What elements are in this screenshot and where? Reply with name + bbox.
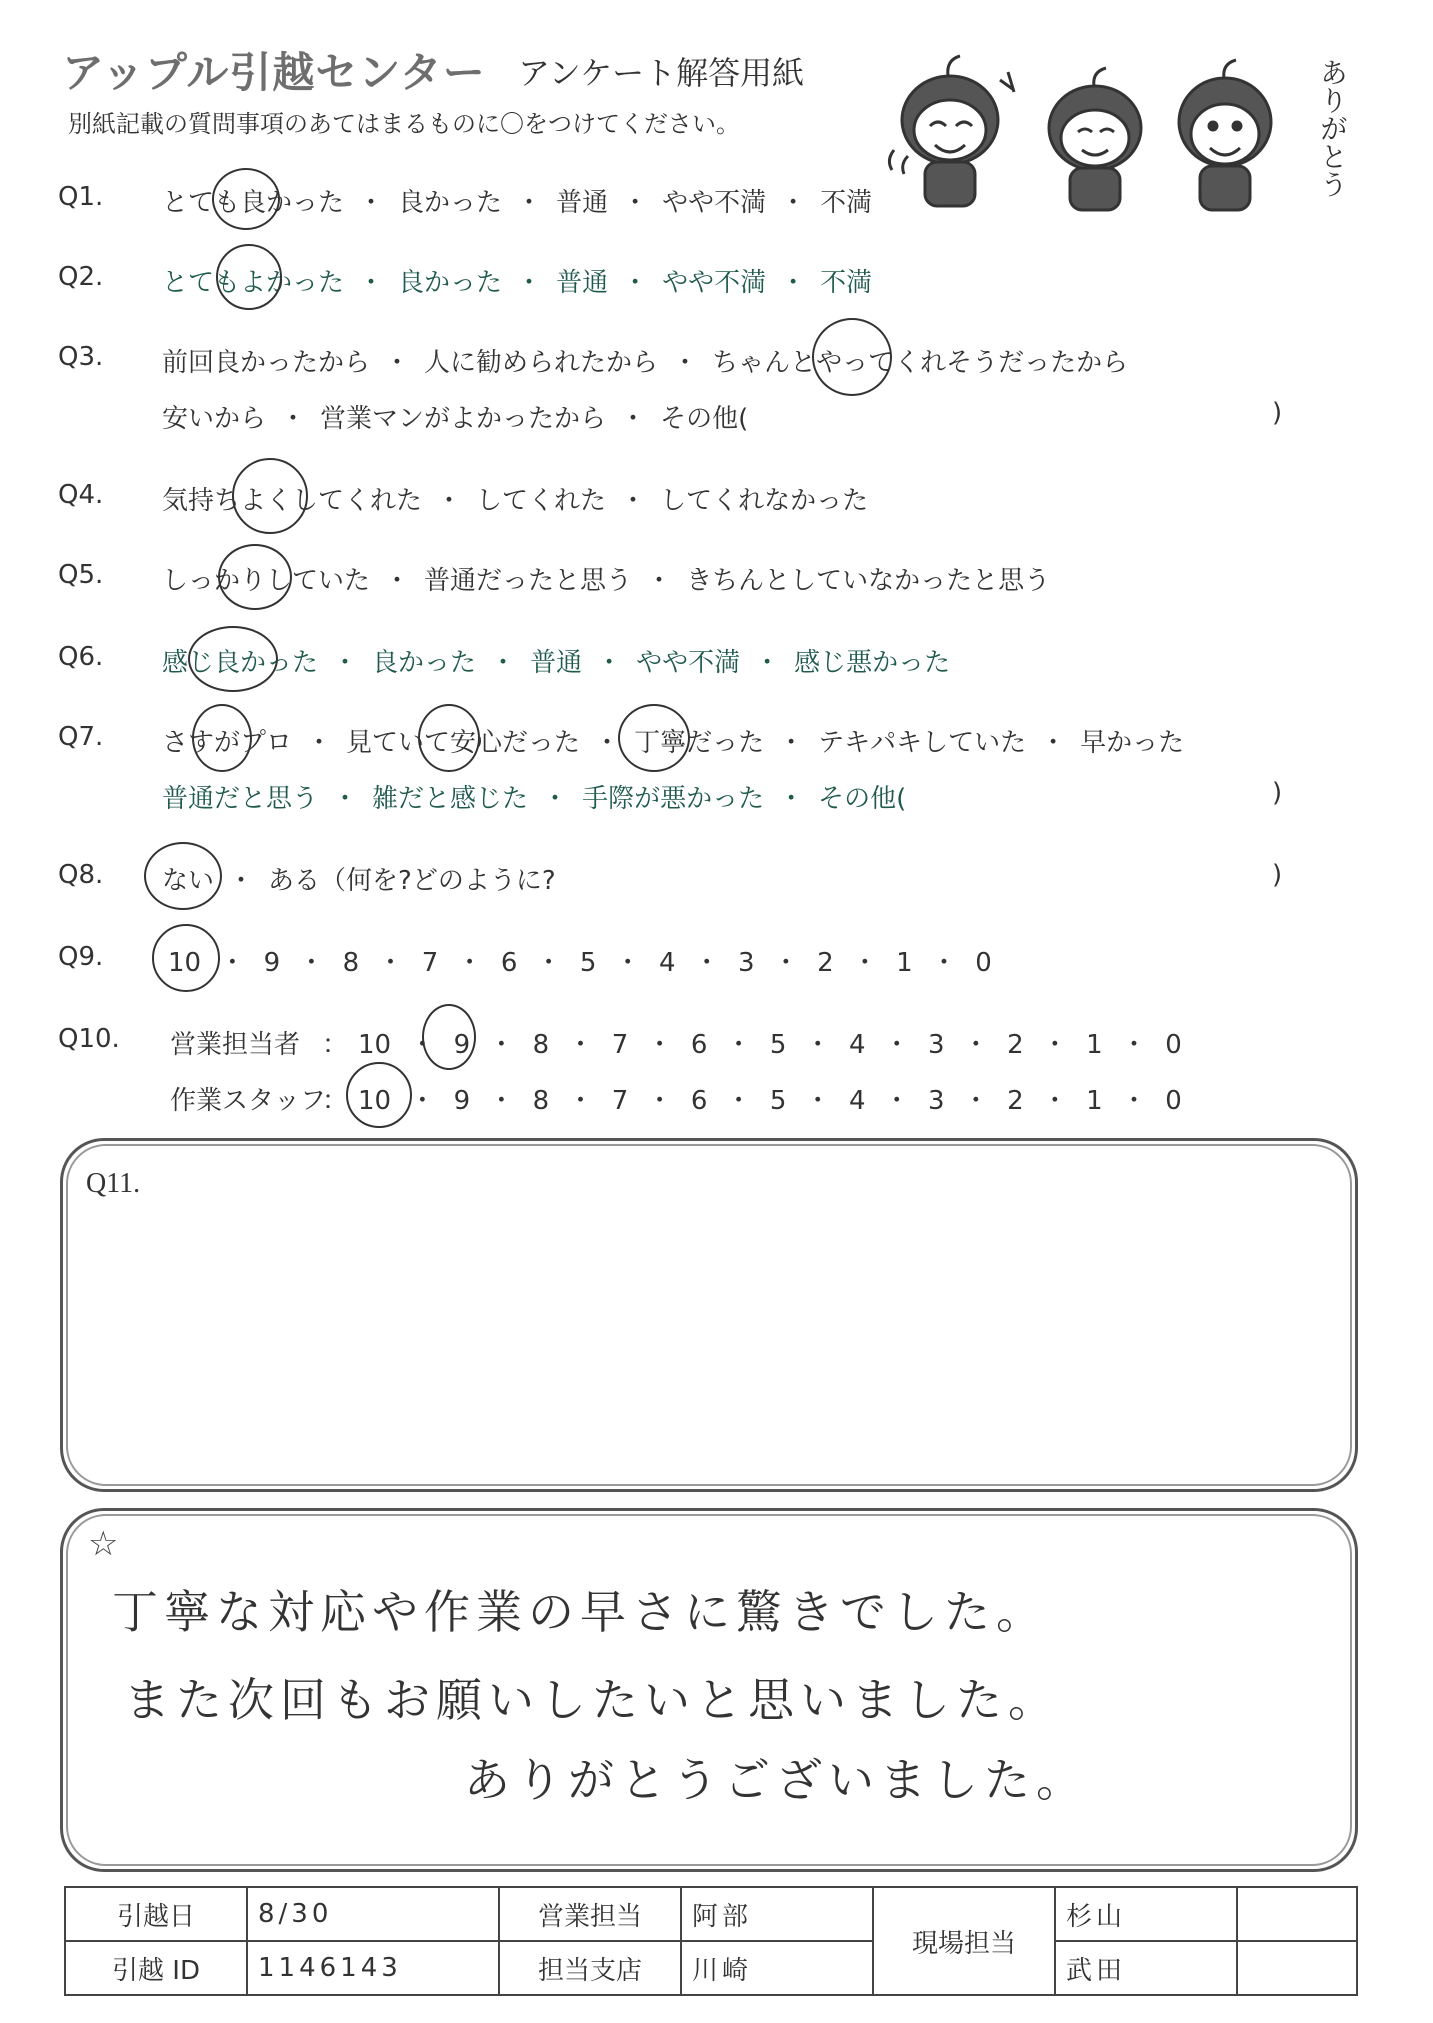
q11-box-inner-border	[66, 1144, 1352, 1486]
footer-info-table	[64, 1886, 1358, 1996]
q6-options	[162, 642, 950, 679]
separator: ・	[780, 188, 807, 218]
hand-drawn-circle	[216, 244, 282, 310]
sales-rep-value[interactable]: 阿部	[681, 1887, 873, 1941]
q1-option[interactable]: やや不満	[662, 188, 767, 218]
hand-drawn-circle	[346, 1062, 412, 1128]
separator: ・	[622, 268, 649, 298]
hand-drawn-circle	[618, 704, 690, 772]
comment-line-1: 丁寧な対応や作業の早さに驚きでした。	[112, 1585, 1048, 1639]
q5-label: Q5.	[58, 560, 104, 590]
hand-drawn-circle	[144, 842, 222, 910]
q7-options-line2	[162, 778, 906, 815]
q7-option[interactable]: 丁寧だった	[634, 728, 765, 758]
site-rep-value-2[interactable]: 武田	[1055, 1941, 1237, 1995]
comment-line-3: ありがとうございました。	[464, 1753, 1088, 1807]
q7-option[interactable]: 見ていて安心だった	[346, 728, 581, 758]
move-date-label: 引越日	[65, 1887, 247, 1941]
q3-option[interactable]: 営業マンがよかったから	[320, 404, 607, 434]
hand-drawn-circle	[188, 626, 278, 692]
separator: ・	[1040, 728, 1067, 758]
q7-option[interactable]: テキパキしていた	[818, 728, 1027, 758]
q3-option[interactable]: ちゃんとやってくれそうだったから	[712, 348, 1129, 378]
separator: ・	[358, 268, 385, 298]
site-rep-extra-cell[interactable]	[1237, 1941, 1357, 1995]
q3-options-line2	[162, 398, 748, 435]
q8-option-none[interactable]: ない	[162, 866, 215, 896]
hand-drawn-circle	[232, 458, 308, 534]
q7-option[interactable]: さすがプロ	[162, 728, 293, 758]
separator: ・	[490, 648, 517, 678]
q6-option[interactable]: 普通	[530, 648, 583, 678]
branch-label: 担当支店	[499, 1941, 681, 1995]
hand-drawn-circle	[422, 1004, 476, 1070]
q8-label: Q8.	[58, 860, 104, 890]
q2-option[interactable]: やや不満	[662, 268, 767, 298]
q9-scale[interactable]: 10 ・ 9 ・ 8 ・ 7 ・ 6 ・ 5 ・ 4 ・ 3 ・ 2 ・ 1 ・ 0	[168, 948, 992, 978]
q4-option[interactable]: してくれた	[476, 486, 607, 516]
separator: ・	[778, 728, 805, 758]
star-icon: ☆	[88, 1524, 119, 1564]
separator: ・	[516, 268, 543, 298]
move-id-value[interactable]: 1146143	[247, 1941, 499, 1995]
q11-box[interactable]	[60, 1138, 1358, 1492]
q5-option[interactable]: きちんとしていなかったと思う	[686, 566, 1051, 596]
q6-option[interactable]: 感じ良かった	[162, 648, 319, 678]
q1-option[interactable]: とても良かった	[162, 188, 345, 218]
q1-option[interactable]: 良かった	[398, 188, 503, 218]
separator: ・	[516, 188, 543, 218]
hand-drawn-circle	[192, 704, 252, 772]
q5-options	[162, 560, 1050, 597]
q10-sales-scale[interactable]: 10 ・ 9 ・ 8 ・ 7 ・ 6 ・ 5 ・ 4 ・ 3 ・ 2 ・ 1 ・ 0	[358, 1030, 1182, 1060]
separator: ・	[542, 784, 569, 814]
sales-rep-label: 営業担当	[499, 1887, 681, 1941]
q8-option-some[interactable]: ある（何を?どのように?	[268, 866, 556, 896]
q1-option[interactable]: 不満	[820, 188, 873, 218]
q3-option[interactable]: 人に勧められたから	[424, 348, 659, 378]
q8-close-paren: )	[1272, 860, 1283, 890]
hand-drawn-circle	[418, 704, 480, 772]
q7-option[interactable]: 雑だと感じた	[372, 784, 529, 814]
site-rep-value-1[interactable]: 杉山	[1055, 1887, 1237, 1941]
q7-option[interactable]: その他(	[818, 784, 907, 814]
q3-close-paren: )	[1272, 398, 1283, 428]
q2-option[interactable]: 不満	[820, 268, 873, 298]
site-rep-extra-cell[interactable]	[1237, 1887, 1357, 1941]
hand-drawn-circle	[212, 168, 280, 230]
mascot-thanks-text: ありがとう	[1316, 58, 1349, 198]
q11-label: Q11.	[86, 1168, 141, 1199]
separator: ・	[780, 268, 807, 298]
separator: ・	[306, 728, 333, 758]
separator: ・	[754, 648, 781, 678]
q7-label: Q7.	[58, 722, 104, 752]
q2-option[interactable]: とてもよかった	[162, 268, 345, 298]
hand-drawn-circle	[218, 544, 292, 610]
instruction-text: 別紙記載の質問事項のあてはまるものに〇をつけてください。	[68, 110, 740, 138]
separator: ・	[280, 404, 307, 434]
q4-option[interactable]: 気持ちよくしてくれた	[162, 486, 423, 516]
hand-drawn-circle	[812, 318, 892, 396]
q7-option[interactable]: 早かった	[1080, 728, 1185, 758]
form-subtitle: アンケート解答用紙	[518, 54, 805, 92]
separator: ・	[228, 866, 255, 896]
separator: ・	[596, 648, 623, 678]
q3-option[interactable]: 前回良かったから	[162, 348, 371, 378]
q2-option[interactable]: 良かった	[398, 268, 503, 298]
q6-label: Q6.	[58, 642, 104, 672]
separator: ・	[646, 566, 673, 596]
q10-colon: ：	[322, 1086, 349, 1116]
q10-staff-scale[interactable]: 10 ・ 9 ・ 8 ・ 7 ・ 6 ・ 5 ・ 4 ・ 3 ・ 2 ・ 1 ・ 0	[358, 1086, 1182, 1116]
q2-option[interactable]: 普通	[556, 268, 609, 298]
separator: ・	[622, 188, 649, 218]
move-date-value[interactable]: 8/30	[247, 1887, 499, 1941]
mascot-illustration	[880, 50, 1330, 220]
q4-label: Q4.	[58, 480, 104, 510]
move-id-label: 引越 ID	[65, 1941, 247, 1995]
q3-label: Q3.	[58, 342, 104, 372]
q1-label: Q1.	[58, 182, 104, 212]
company-title: アップル引越センター	[62, 48, 486, 97]
q3-option[interactable]: 安いから	[162, 404, 267, 434]
q7-close-paren: )	[1272, 778, 1283, 808]
separator: ・	[436, 486, 463, 516]
hand-drawn-circle	[152, 924, 220, 992]
q10-colon: ：	[322, 1030, 349, 1060]
separator: ・	[332, 648, 359, 678]
separator: ・	[672, 348, 699, 378]
q6-option[interactable]: 良かった	[372, 648, 477, 678]
q10-staff-label: 作業スタッフ	[170, 1086, 327, 1116]
q3-options-line1	[162, 342, 1128, 379]
separator: ・	[620, 404, 647, 434]
separator: ・	[594, 728, 621, 758]
q5-option[interactable]: 普通だったと思う	[424, 566, 633, 596]
comment-line-2: また次回もお願いしたいと思いました。	[124, 1673, 1060, 1727]
q3-option[interactable]: その他(	[660, 404, 749, 434]
separator: ・	[384, 566, 411, 596]
separator: ・	[358, 188, 385, 218]
separator: ・	[778, 784, 805, 814]
q7-option[interactable]: 普通だと思う	[162, 784, 319, 814]
separator: ・	[620, 486, 647, 516]
q7-option[interactable]: 手際が悪かった	[582, 784, 765, 814]
q10-label: Q10.	[58, 1024, 120, 1054]
q2-label: Q2.	[58, 262, 104, 292]
separator: ・	[332, 784, 359, 814]
separator: ・	[384, 348, 411, 378]
q6-option[interactable]: 感じ悪かった	[794, 648, 951, 678]
q6-option[interactable]: やや不満	[636, 648, 741, 678]
site-rep-label: 現場担当	[873, 1887, 1055, 1995]
q1-option[interactable]: 普通	[556, 188, 609, 218]
q9-label: Q9.	[58, 942, 104, 972]
q4-option[interactable]: してくれなかった	[660, 486, 869, 516]
branch-value[interactable]: 川崎	[681, 1941, 873, 1995]
q10-sales-label: 営業担当者	[170, 1030, 301, 1060]
q5-option[interactable]: しっかりしていた	[162, 566, 371, 596]
